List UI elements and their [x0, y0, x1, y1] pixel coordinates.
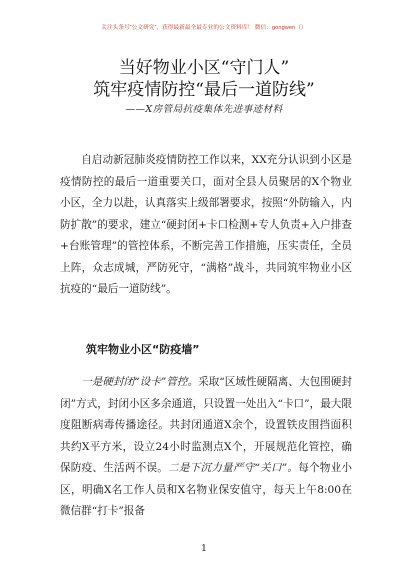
section-heading: 筑牢物业小区“防疫墙” [86, 343, 200, 356]
section-lead-1: 一是硬封闭“设卡”管控。 [81, 376, 199, 388]
intro-paragraph: 自启动新冠肺炎疫情防控工作以来，XX充分认识到小区是疫情防控的最后一道重要关口，面对全县人员聚居的X个物业小区，全力以赴，认真落实上级部署要求，按照“外防输入，内防扩散”的要求，建立“硬封闭+卡口检测+专人负责+入户排查+台账管理”的管控体系，不断完善工作措施，压实责任，全员上阵，众志成城，严防死守，“满格”战斗，共同筑牢物业小区抗疫的“最后一道防线”。 [60, 154, 352, 295]
document-title-line2: 筑牢疫情防控“最后一道防线” [93, 80, 315, 100]
section-lead-2: 二是下沉力量严守“关口”。 [168, 462, 299, 474]
header-banner: 关注头条号“公文研究”，获得最新最全最专业的公文资料库！ 微信：gongwen（） [101, 25, 307, 31]
section-paragraph [60, 372, 352, 523]
section-body-1: 采取“区域性硬隔离、大包围硬封闭”方式，封闭小区多余通道，只设置一处出入“卡口”，最大限度阻断病毒传播途径。共封闭通道X余个，设置铁皮围挡面积共约X平方米，设立24小时监测点X个，开展规范化管控，确保防疫、生活两不误。 [60, 376, 352, 474]
section-body-2: 每个物业小区，明确X名工作人员和X名物业保安值守，每天上午8:00在微信群“打卡”报备 [60, 462, 353, 517]
document-title-line1: 当好物业小区“守门人” [118, 58, 290, 78]
page-number: 1 [201, 544, 207, 554]
document-subtitle: ——X房管局抗疫集体先进事迹材料 [125, 104, 283, 115]
